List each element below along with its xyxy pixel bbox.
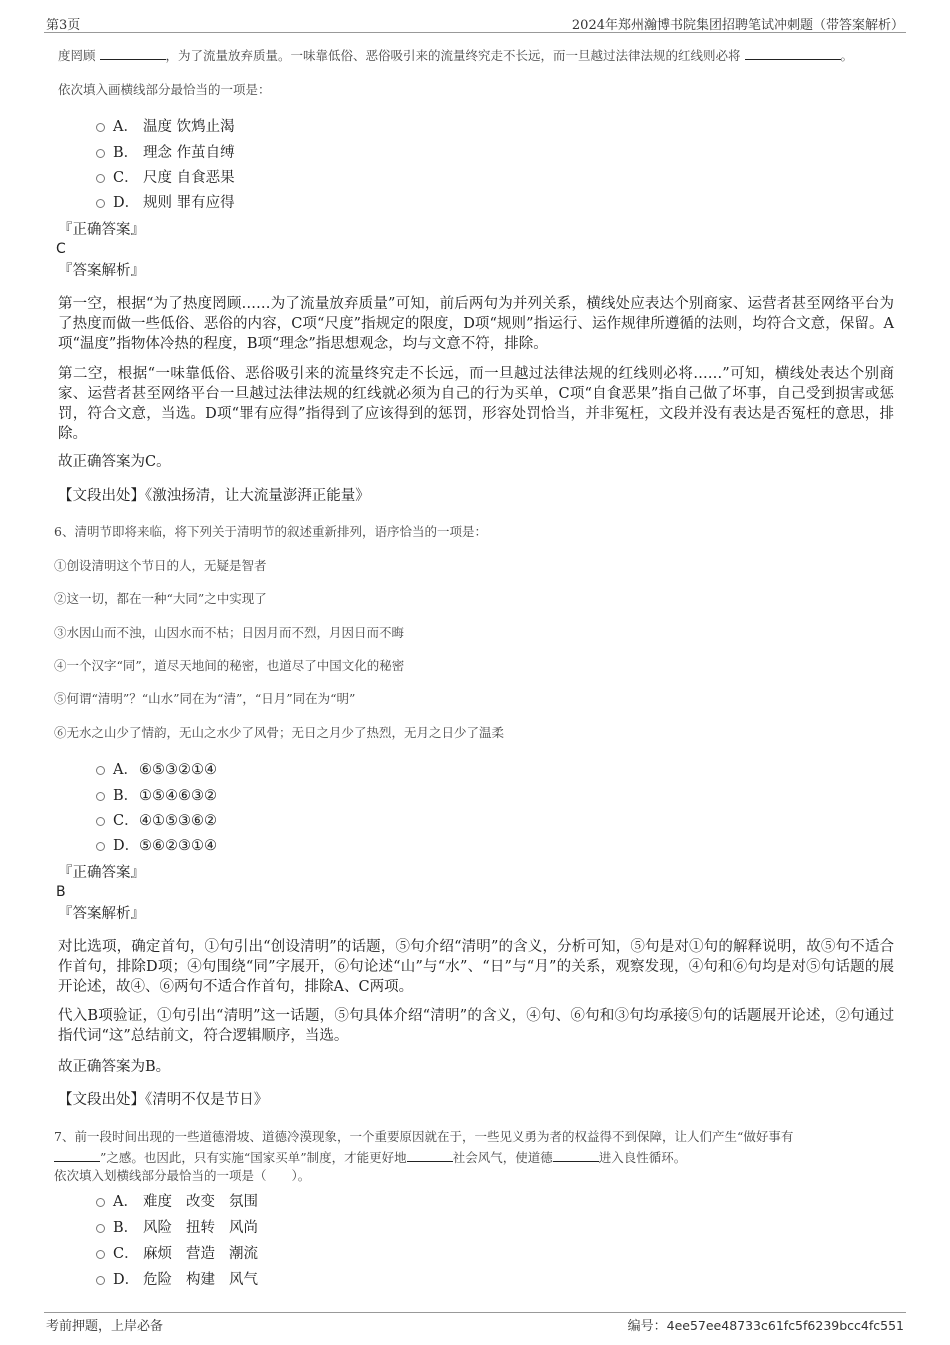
q5-instruction: 依次填入画横线部分最恰当的一项是： (58, 82, 271, 97)
q7-blank-3 (553, 1149, 599, 1162)
q7-option-d[interactable]: D． 危险 构建 风气 (96, 1268, 258, 1289)
q6-option-a[interactable]: A．⑥⑤③②①④ (96, 758, 217, 779)
q5-stem-text-a: 度罔顾 (58, 48, 96, 63)
q6-sentence-3: ③水因山而不浊，山因水而不枯；日因月而不烈，月因日而不晦 (54, 625, 405, 640)
radio-icon[interactable] (96, 199, 105, 208)
q7-stem-text-b: 社会风气，使道德 (452, 1150, 553, 1165)
radio-icon[interactable] (96, 766, 105, 775)
radio-icon[interactable] (96, 792, 105, 801)
q6-stem: 6、清明节即将来临，将下列关于清明节的叙述重新排列，语序恰当的一项是： (54, 524, 487, 539)
q6-sentence-1: ①创设清明这个节日的人，无疑是智者 (54, 558, 267, 573)
footer-divider (44, 1312, 906, 1313)
q6-option-c[interactable]: C．④①⑤③⑥② (96, 809, 217, 830)
footer-code-label: 编号： (627, 1319, 667, 1334)
q7-option-c[interactable]: C． 麻烦 营造 潮流 (96, 1242, 258, 1263)
q6-sentence-6: ⑥无水之山少了情韵，无山之水少了风骨；无日之月少了热烈，无月之日少了温柔 (54, 725, 505, 740)
q5-option-a[interactable]: A． 温度 饮鸩止渴 (96, 115, 235, 136)
q6-option-d[interactable]: D．⑤⑥②③①④ (96, 834, 217, 855)
q7-option-a[interactable]: A． 难度 改变 氛围 (96, 1190, 258, 1211)
q5-stem-continuation (58, 46, 853, 64)
q6-answer: B (56, 884, 66, 900)
q6-sentence-5: ⑤何谓“清明”？“山水”同在为“清”，“日月”同在为“明” (54, 691, 356, 706)
q7-option-b[interactable]: B． 风险 扭转 风尚 (96, 1216, 258, 1237)
q5-option-d[interactable]: D． 规则 罪有应得 (96, 191, 235, 212)
q5-blank-1 (100, 47, 166, 60)
q6-conclusion: 故正确答案为B。 (58, 1059, 171, 1075)
radio-icon[interactable] (96, 1198, 105, 1207)
q5-answer: C (56, 241, 66, 257)
q6-sentence-2: ②这一切，都在一种“大同”之中实现了 (54, 591, 267, 606)
q5-stem-end: 。 (840, 48, 854, 63)
q6-source: 【文段出处】《清明不仅是节日》 (58, 1092, 269, 1108)
radio-icon[interactable] (96, 123, 105, 132)
q7-stem-text-c: 进入良性循环。 (598, 1150, 687, 1165)
document-title: 2024年郑州瀚博书院集团招聘笔试冲刺题（带答案解析） (571, 18, 904, 33)
q6-answer-label: 『正确答案』 (58, 865, 145, 881)
q5-analysis-label: 『答案解析』 (58, 263, 145, 279)
q5-analysis-para-1: 第一空，根据“为了热度罔顾……为了流量放弃质量”可知，前后两句为并列关系，横线处应表达个别商家、运营者甚至网络平台为了热度而做一些低俗、恶俗的内容，C项“尺度”指规定的限度，D项“规则”指运行、运作规律所遵循的法则，均符合文意，保留。A项“温度”指物体冷热的程度，B项“理念”指思想观念，均与文意不符，排除。 (58, 296, 894, 352)
q6-sentence-4: ④一个汉字“同”，道尽天地间的秘密，也道尽了中国文化的秘密 (54, 658, 405, 673)
radio-icon[interactable] (96, 174, 105, 183)
footer-code-value: 4ee57ee48733c61fc5f6239bcc4fc551 (666, 1318, 904, 1333)
q7-stem-text-a: ”之感。也因此，只有实施“国家买单”制度，才能更好地 (100, 1150, 407, 1165)
q6-analysis-para-2: 代入B项验证，①句引出“清明”这一话题，⑤句具体介绍“清明”的含义，④句、⑥句和③句均承接⑤句的话题展开论述，②句通过指代词“这”总结前文，符合逻辑顺序，当选。 (58, 1008, 894, 1044)
q5-conclusion: 故正确答案为C。 (58, 454, 171, 470)
q5-option-c[interactable]: C． 尺度 自食恶果 (96, 166, 235, 187)
radio-icon[interactable] (96, 1276, 105, 1285)
q7-blank-1 (54, 1149, 100, 1162)
radio-icon[interactable] (96, 1224, 105, 1233)
q5-answer-label: 『正确答案』 (58, 222, 145, 238)
radio-icon[interactable] (96, 1250, 105, 1259)
q7-instruction: 依次填入划横线部分最恰当的一项是（ ）。 (54, 1168, 311, 1183)
radio-icon[interactable] (96, 817, 105, 826)
radio-icon[interactable] (96, 842, 105, 851)
footer-slogan: 考前押题，上岸必备 (46, 1319, 164, 1334)
q6-analysis-label: 『答案解析』 (58, 906, 145, 922)
q5-source: 【文段出处】《激浊扬清，让大流量澎湃正能量》 (58, 488, 370, 504)
q7-blank-2 (407, 1149, 453, 1162)
q7-stem-line-2 (54, 1148, 686, 1166)
q5-option-b[interactable]: B． 理念 作茧自缚 (96, 141, 235, 162)
q6-analysis-para-1: 对比选项，确定首句，①句引出“创设清明”的话题，⑤句介绍“清明”的含义，分析可知，⑤句是对①句的解释说明，故⑤句不适合作首句，排除D项；④句围绕“同”字展开，⑥句论述“山”与“水”、“日”与“月”的关系，观察发现，④句和⑥句均是对⑤句话题的展开论述，故④、⑥两句不适合作首句，排除A、C两项。 (58, 939, 894, 995)
header-divider (44, 32, 906, 33)
q5-stem-text-b: ，为了流量放弃质量。一味靠低俗、恶俗吸引来的流量终究走不长远，而一旦越过法律法规的红线则必将 (165, 48, 741, 63)
q5-analysis-para-2: 第二空，根据“一味靠低俗、恶俗吸引来的流量终究走不长远，而一旦越过法律法规的红线则必将……”可知，横线处表达个别商家、运营者甚至网络平台一旦越过法律法规的红线就必须为自己的行为买单，C项“自食恶果”指自己做了坏事，自己受到损害或惩罚，符合文意，当选。D项“罪有应得”指得到了应该得到的惩罚，形容处罚恰当，并非冤枉，文段并没有表达是否冤枉的意思，排除。 (58, 366, 894, 442)
q6-option-b[interactable]: B．①⑤④⑥③② (96, 784, 217, 805)
footer-code (628, 1315, 904, 1334)
page-number: 第3页 (46, 18, 81, 33)
q5-blank-2 (745, 47, 841, 60)
radio-icon[interactable] (96, 149, 105, 158)
q7-stem-line-1: 7、前一段时间出现的一些道德滑坡、道德冷漠现象，一个重要原因就在于，一些见义勇为者的权益得不到保障，让人们产生“做好事有 (54, 1129, 794, 1144)
